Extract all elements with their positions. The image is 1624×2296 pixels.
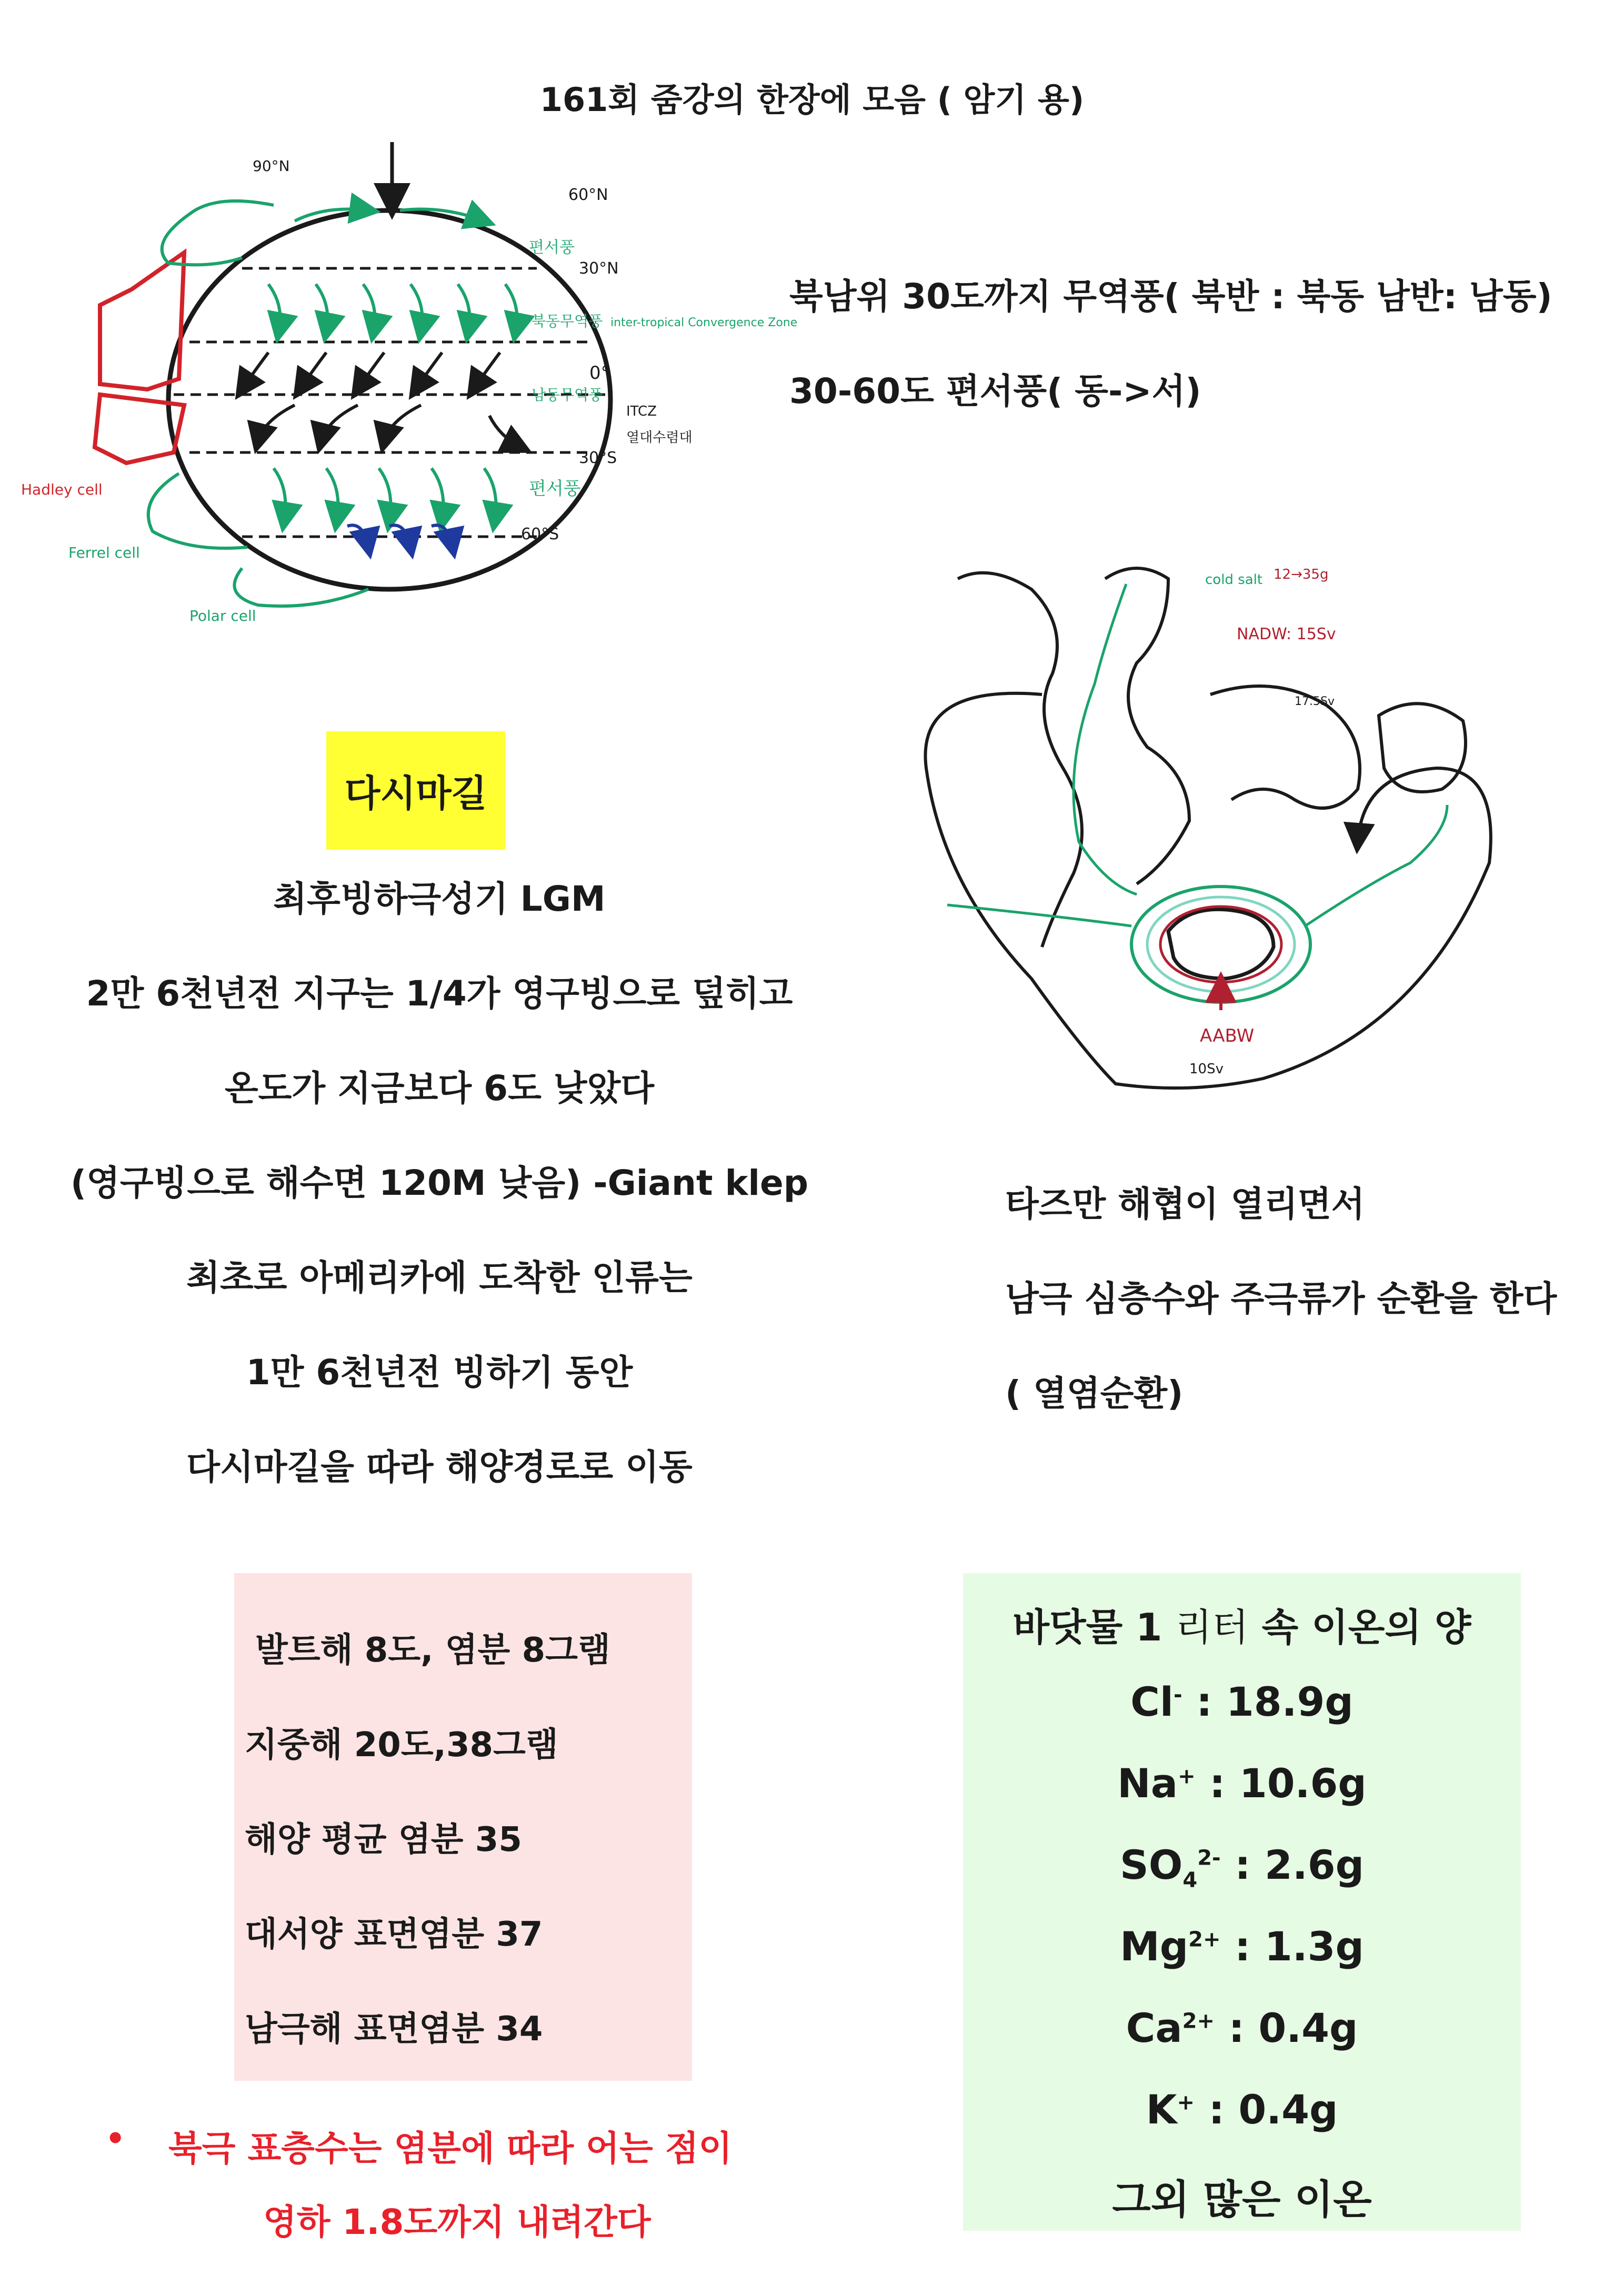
ion-row-so4	[963, 1841, 1521, 1892]
label-itcz: ITCZ	[626, 404, 657, 419]
ions-footer: 그외 많은 이온	[1112, 2176, 1372, 2223]
ion-k-value: : 0.4g	[1208, 2086, 1338, 2133]
ion-so4-value: : 2.6g	[1235, 1841, 1364, 1888]
atmospheric-circulation-diagram	[21, 132, 798, 668]
dashimagil-line-4: (영구빙으로 해수면 120M 낮음) -Giant klep	[70, 1163, 808, 1203]
ions-title-b: 리터	[1175, 1605, 1249, 1649]
label-westerly-south: 편서풍	[529, 478, 581, 499]
ion-cl-base: Cl	[1130, 1678, 1174, 1725]
dashimagil-line-1: 최후빙하극성기 LGM	[273, 879, 606, 919]
ions-title-c: 속 이온의 양	[1261, 1605, 1471, 1649]
south-westerly-arrows	[274, 468, 496, 521]
ion-row-mg	[963, 1923, 1521, 1970]
ion-row-na	[963, 1760, 1521, 1807]
tasman-note-1: 타즈만 해협이 열리면서	[1005, 1184, 1365, 1224]
circumpolar-current-red	[1160, 907, 1281, 982]
tasman-note-2: 남극 심층수와 주극류가 순환을 한다	[1005, 1278, 1557, 1319]
label-westerly-north: 편서풍	[529, 238, 575, 257]
continent-europe-africa	[1105, 568, 1189, 884]
westerly-note: 30-60도 편서풍( 동->서)	[789, 371, 1201, 411]
continent-asia	[1210, 686, 1360, 808]
ion-ca-value: : 0.4g	[1228, 2005, 1358, 2051]
dashimagil-line-3: 온도가 지금보다 6도 낮았다	[224, 1068, 655, 1109]
label-cold-salt: cold salt	[1205, 572, 1263, 588]
label-trade-north: 북동무역풍	[532, 313, 603, 330]
continent-americas	[958, 573, 1082, 947]
ions-box-title	[963, 1597, 1521, 1651]
salinity-line-atlantic: 대서양 표면염분 37	[245, 1915, 543, 1954]
label-itcz-en: inter-tropical Convergence Zone	[610, 316, 798, 329]
deep-water-to-indian	[1305, 805, 1447, 926]
ocean-conveyor-diagram	[895, 547, 1552, 1142]
salinity-line-baltic: 발트해 8도, 염분 8그램	[255, 1631, 610, 1670]
ion-na-charge: +	[1178, 1764, 1196, 1789]
dashimagil-line-2: 2만 6천년전 지구는 1/4가 영구빙으로 덮히고	[86, 973, 793, 1014]
page-title: 161회 줌강의 한장에 모음 ( 암기 용)	[539, 80, 1085, 119]
salinity-box	[234, 1573, 692, 2081]
ion-mg-charge: 2+	[1188, 1927, 1221, 1952]
label-60s: 60°S	[521, 525, 559, 543]
label-equator: 0°	[589, 362, 610, 384]
label-aabw-flow: 10Sv	[1189, 1061, 1224, 1077]
ferrel-cell-south	[148, 474, 247, 548]
dashimagil-line-7: 다시마길을 따라 해양경로로 이동	[186, 1447, 693, 1487]
arctic-note-line-2: 영하 1.8도까지 내려간다	[263, 2202, 651, 2242]
ion-so4-base: SO	[1120, 1841, 1183, 1888]
ion-cl-value: : 18.9g	[1196, 1678, 1354, 1725]
ion-so4-charge: 2-	[1197, 1846, 1221, 1870]
ion-mg-base: Mg	[1120, 1923, 1189, 1970]
deep-water-path	[1074, 584, 1137, 894]
label-hadley-cell: Hadley cell	[21, 481, 103, 498]
label-salinity-change: 12→35g	[1274, 567, 1329, 582]
salinity-line-mediterranean: 지중해 20도,38그램	[245, 1726, 558, 1765]
antarctica	[1168, 909, 1274, 979]
label-30n: 30°N	[579, 259, 619, 278]
label-flow-rate: 17.5Sv	[1295, 695, 1335, 708]
trade-wind-arrows	[242, 353, 521, 447]
label-polar-cell: Polar cell	[189, 607, 256, 625]
label-ferrel-cell: Ferrel cell	[68, 544, 140, 561]
ion-k-charge: +	[1177, 2090, 1195, 2115]
ion-ca-base: Ca	[1126, 2005, 1182, 2051]
deep-water-to-atlantic	[947, 905, 1131, 926]
trade-wind-note: 북남위 30도까지 무역풍( 북반 : 북동 남반: 남동)	[789, 276, 1552, 317]
ion-ca-charge: 2+	[1182, 2009, 1215, 2033]
label-90n: 90°N	[253, 157, 290, 175]
ion-na-value: : 10.6g	[1209, 1760, 1367, 1807]
dashimagil-line-6: 1만 6천년전 빙하기 동안	[246, 1352, 633, 1393]
arctic-note-line-1: 북극 표층수는 염분에 따라 어는 점이	[168, 2128, 733, 2169]
salinity-line-ocean-average: 해양 평균 염분 35	[245, 1820, 522, 1859]
tasman-note-3: ( 열염순환)	[1005, 1373, 1184, 1414]
ion-na-base: Na	[1117, 1760, 1178, 1807]
label-aabw: AABW	[1200, 1025, 1255, 1046]
ions-title-a: 바닷물 1	[1013, 1605, 1162, 1649]
ion-mg-value: : 1.3g	[1234, 1923, 1364, 1970]
salinity-line-antarctic: 남극해 표면염분 34	[245, 2010, 543, 2049]
dashimagil-line-5: 최초로 아메리카에 도착한 인류는	[186, 1257, 693, 1298]
ion-so4-subscript: 4	[1182, 1868, 1198, 1893]
arctic-note-bullet: •	[105, 2120, 126, 2157]
label-itcz-ko: 열대수렴대	[626, 430, 693, 446]
ion-k-base: K	[1146, 2086, 1177, 2133]
label-nadw: NADW: 15Sv	[1237, 625, 1336, 643]
label-30s: 30°S	[579, 449, 617, 467]
ions-box	[963, 1573, 1521, 2231]
label-trade-south: 남동무역풍	[532, 386, 603, 404]
continent-australia	[1379, 703, 1466, 792]
ion-cl-charge: -	[1173, 1683, 1182, 1707]
ion-row-k	[963, 2086, 1521, 2133]
ion-row-ca	[963, 2005, 1521, 2051]
ion-row-cl	[963, 1678, 1521, 1725]
dashimagil-heading: 다시마길	[326, 731, 505, 850]
label-60n: 60°N	[568, 186, 608, 204]
